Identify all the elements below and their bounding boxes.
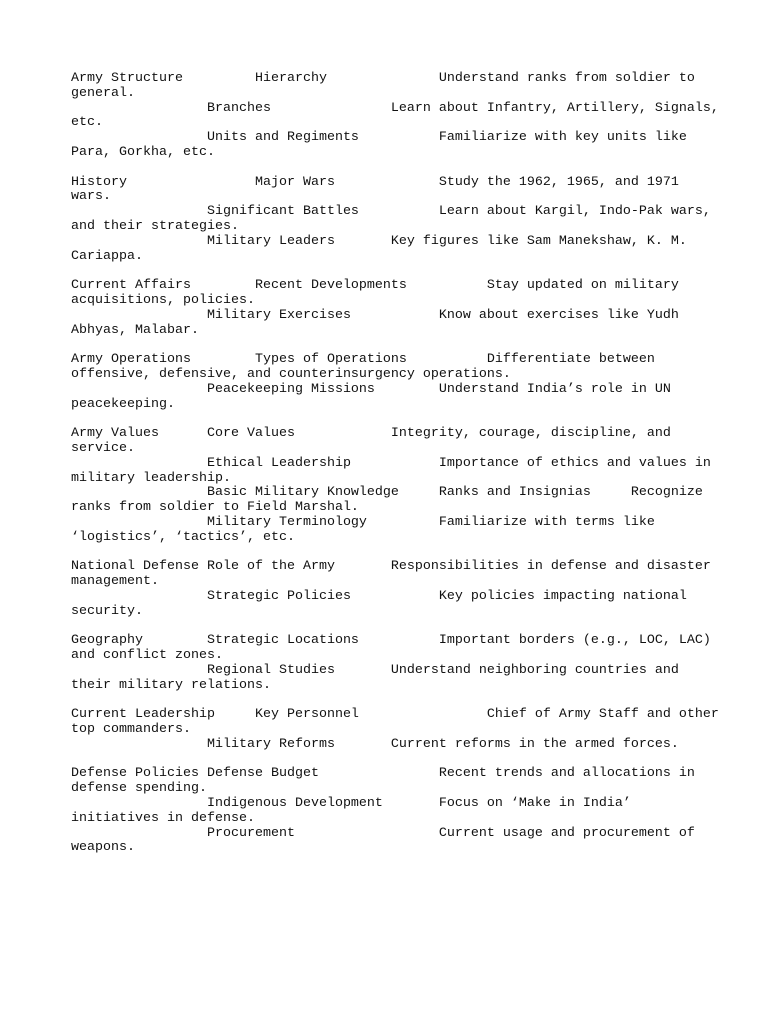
text-line: ranks from soldier to Field Marshal.: [71, 500, 359, 516]
text-line: initiatives in defense.: [71, 810, 255, 826]
text-line: Military Exercises Know about exercises like Yudh: [71, 307, 679, 323]
text-line: Regional Studies Understand neighboring countries and: [71, 662, 679, 678]
text-line: Significant Battles Learn about Kargil, Indo-Pak wars,: [71, 204, 711, 220]
text-line: Basic Military Knowledge Ranks and Insignias Recognize: [71, 485, 703, 501]
text-line: Army Operations Types of Operations Differentiate between: [71, 352, 655, 368]
text-line: management.: [71, 574, 159, 590]
text-line: general.: [71, 85, 135, 101]
text-line: offensive, defensive, and counterinsurgency operations.: [71, 366, 511, 382]
text-line: Cariappa.: [71, 248, 143, 264]
text-line: Current Affairs Recent Developments Stay updated on military: [71, 278, 679, 294]
text-line: History Major Wars Study the 1962, 1965, and 1971: [71, 174, 679, 190]
text-line: Geography Strategic Locations Important borders (e.g., LOC, LAC): [71, 633, 711, 649]
text-line: Procurement Current usage and procurement of: [71, 825, 695, 841]
text-line: Army Values Core Values Integrity, courage, discipline, and: [71, 426, 671, 442]
text-line: and conflict zones.: [71, 648, 223, 664]
text-line: Military Leaders Key figures like Sam Manekshaw, K. M.: [71, 233, 687, 249]
text-line: their military relations.: [71, 677, 271, 693]
text-line: Para, Gorkha, etc.: [71, 144, 215, 160]
text-line: Abhyas, Malabar.: [71, 322, 199, 338]
text-line: top commanders.: [71, 722, 191, 738]
text-line: National Defense Role of the Army Responsibilities in defense and disaster: [71, 559, 711, 575]
text-line: Peacekeeping Missions Understand India’s role in UN: [71, 381, 671, 397]
text-line: defense spending.: [71, 781, 207, 797]
document-body: [71, 71, 719, 856]
text-line: weapons.: [71, 840, 135, 856]
document-page: [71, 71, 719, 856]
text-line: wars.: [71, 189, 111, 205]
text-line: Branches Learn about Infantry, Artillery, Signals,: [71, 100, 719, 116]
text-line: Strategic Policies Key policies impacting national: [71, 588, 687, 604]
text-line: Current Leadership Key Personnel Chief of Army Staff and other: [71, 707, 719, 723]
text-line: Defense Policies Defense Budget Recent trends and allocations in: [71, 766, 695, 782]
text-line: peacekeeping.: [71, 396, 175, 412]
text-line: Indigenous Development Focus on ‘Make in India’: [71, 796, 631, 812]
text-line: Army Structure Hierarchy Understand ranks from soldier to: [71, 71, 695, 86]
text-line: Military Reforms Current reforms in the armed forces.: [71, 736, 679, 752]
text-line: Units and Regiments Familiarize with key units like: [71, 130, 687, 146]
text-line: security.: [71, 603, 143, 619]
text-line: Ethical Leadership Importance of ethics and values in: [71, 455, 711, 471]
text-line: service.: [71, 440, 135, 456]
text-line: and their strategies.: [71, 218, 239, 234]
text-line: etc.: [71, 115, 103, 131]
text-line: ‘logistics’, ‘tactics’, etc.: [71, 529, 295, 545]
text-line: acquisitions, policies.: [71, 292, 255, 308]
text-line: Military Terminology Familiarize with terms like: [71, 514, 655, 530]
text-line: military leadership.: [71, 470, 231, 486]
